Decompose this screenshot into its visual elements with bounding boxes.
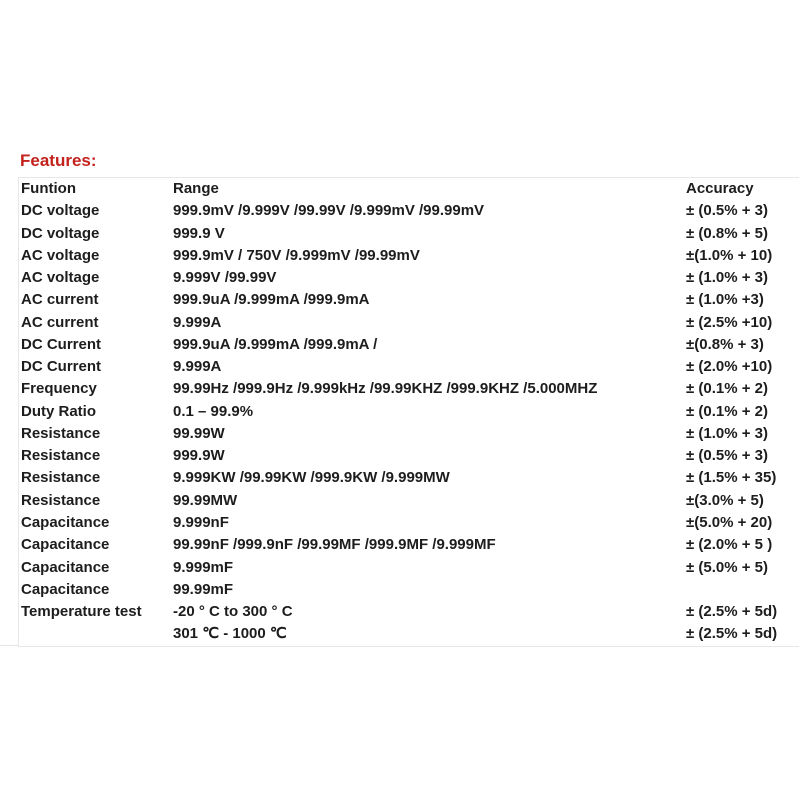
cell-range: 999.9uA /9.999mA /999.9mA / [173,335,378,353]
cell-range: 99.99Hz /999.9Hz /9.999kHz /99.99KHZ /999.9KHZ /5.000MHZ [173,380,598,398]
table-row [19,267,799,289]
cell-function: Frequency [21,380,97,398]
table-row [19,356,799,378]
cell-range: -20 ° C to 300 ° C [173,603,293,621]
cell-range: 999.9W [173,447,225,465]
cell-accuracy: ± (1.0% + 3) [686,269,769,287]
cell-function: Capacitance [21,513,110,531]
cell-function: Resistance [21,469,101,487]
cell-function: DC voltage [21,224,100,242]
cell-accuracy: ± (5.0% + 5) [686,558,769,576]
table-row [19,334,799,356]
cell-accuracy: ± (1.0% +3) [686,291,764,309]
cell-function: AC voltage [21,269,100,287]
table-header-row [19,178,799,200]
cell-accuracy: ± (0.1% + 2) [686,380,769,398]
cell-accuracy: ±(1.0% + 10) [686,246,773,264]
cell-function: AC voltage [21,246,100,264]
header-range: Range [173,180,219,197]
table-row [19,223,799,245]
cell-function: Capacitance [21,558,110,576]
cell-accuracy: ± (2.5% + 5d) [686,625,778,643]
table-row [19,490,799,512]
cell-function: Resistance [21,424,101,442]
cell-accuracy: ±(0.8% + 3) [686,335,764,353]
cell-accuracy [686,579,799,601]
table-row [19,601,799,623]
table-row [19,289,799,311]
cell-function: Capacitance [21,536,110,554]
features-heading: Features: [20,151,97,170]
cell-range: 99.99nF /999.9nF /99.99MF /999.9MF /9.999MF [173,536,496,554]
table-row [19,245,799,267]
cell-range: 9.999mF [173,558,234,576]
cell-accuracy: ±(5.0% + 20) [686,513,773,531]
cell-accuracy: ± (2.0% + 5 ) [686,536,773,554]
cell-range: 301 ℃ - 1000 ℃ [173,625,287,643]
cell-accuracy: ± (0.8% + 5) [686,224,769,242]
cell-function: Resistance [21,447,101,465]
cell-function: DC Current [21,335,102,353]
header-accuracy: Accuracy [686,180,754,197]
cell-function: AC current [21,313,99,331]
cell-range: 99.99mF [173,580,234,598]
table-row [19,534,799,556]
cell-range: 999.9 V [173,224,225,242]
cell-accuracy: ± (0.5% + 3) [686,447,769,465]
cell-range: 0.1 – 99.9% [173,402,254,420]
spec-table-body [19,200,799,645]
cell-range: 999.9mV / 750V /9.999mV /99.99mV [173,246,420,264]
cell-function [21,623,173,645]
cell-accuracy: ± (1.5% + 35) [686,469,777,487]
spec-table [18,177,799,647]
cell-range: 9.999KW /99.99KW /999.9KW /9.999MW [173,469,450,487]
cell-function: Duty Ratio [21,402,96,420]
table-row [19,445,799,467]
cell-function: DC Current [21,358,102,376]
cell-accuracy: ± (0.5% + 3) [686,202,769,220]
table-row [19,200,799,222]
cell-accuracy: ± (2.5% +10) [686,313,773,331]
cell-function: Temperature test [21,603,142,621]
cell-accuracy: ± (2.5% + 5d) [686,603,778,621]
table-row [19,423,799,445]
table-row [19,467,799,489]
table-row [19,312,799,334]
cell-function: AC current [21,291,99,309]
table-row [19,623,799,645]
cell-function: Capacitance [21,580,110,598]
cell-range: 99.99MW [173,491,238,509]
cell-range: 999.9uA /9.999mA /999.9mA [173,291,370,309]
table-row [19,557,799,579]
cell-function: DC voltage [21,202,100,220]
cell-accuracy: ±(3.0% + 5) [686,491,764,509]
cell-range: 9.999A [173,313,222,331]
cell-accuracy: ± (2.0% +10) [686,358,773,376]
cell-function: Resistance [21,491,101,509]
cell-accuracy: ± (1.0% + 3) [686,424,769,442]
table-row [19,401,799,423]
table-bottom-border [0,645,19,646]
table-row [19,512,799,534]
table-row [19,579,799,601]
cell-range: 9.999A [173,358,222,376]
cell-accuracy: ± (0.1% + 2) [686,402,769,420]
cell-range: 99.99W [173,424,225,442]
cell-range: 9.999nF [173,513,229,531]
header-function: Funtion [21,180,76,197]
table-row [19,378,799,400]
cell-range: 999.9mV /9.999V /99.99V /9.999mV /99.99mV [173,202,485,220]
cell-range: 9.999V /99.99V [173,269,277,287]
